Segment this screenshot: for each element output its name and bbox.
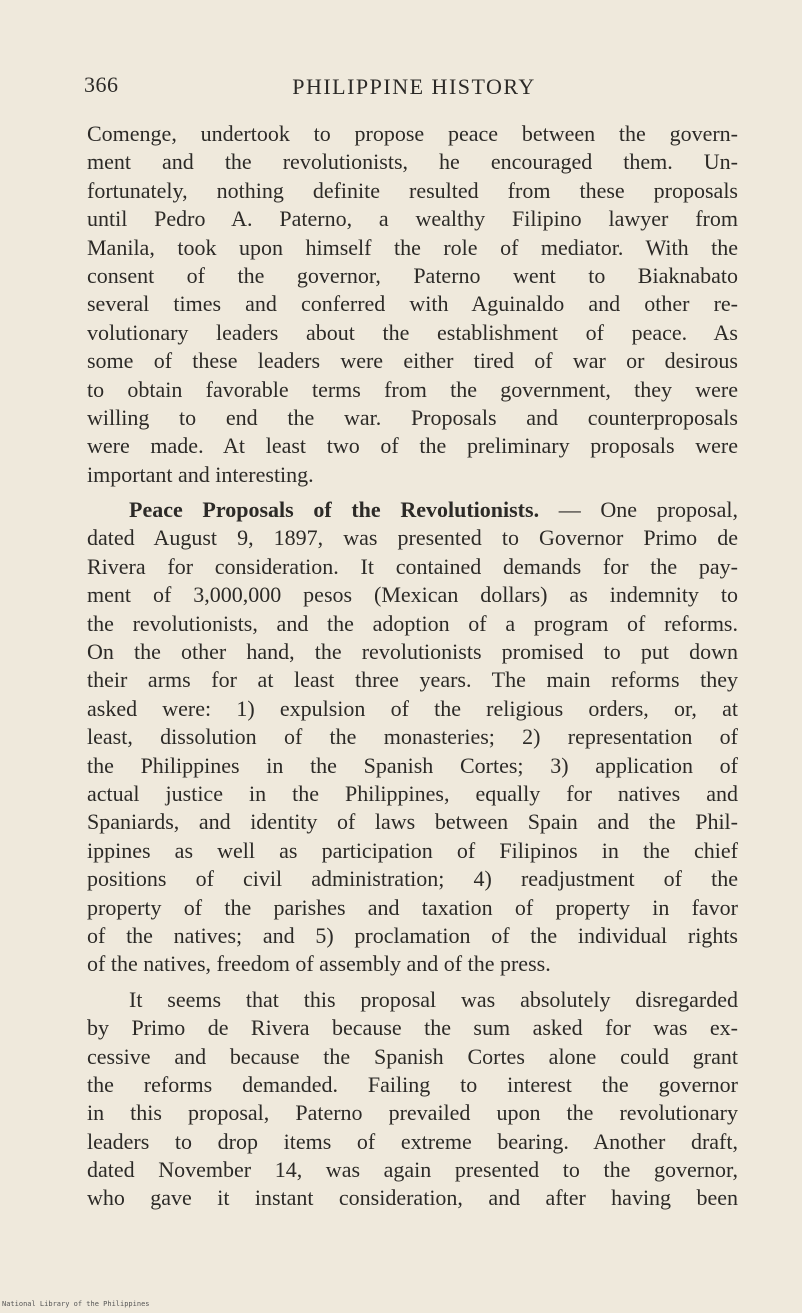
text-line: least, dissolution of the monasteries; 2) representation of	[87, 724, 738, 750]
text-line: Manila, took upon himself the role of mediator. With the	[87, 234, 738, 260]
text-line: willing to end the war. Proposals and counterproposals	[87, 404, 738, 430]
text-line: positions of civil administration; 4) readjustment of the	[87, 866, 738, 892]
running-head: PHILIPPINE HISTORY	[292, 74, 536, 99]
text-line: Rivera for consideration. It contained demands for the pay-	[87, 553, 738, 579]
text-line: were made. At least two of the preliminary proposals were	[87, 433, 738, 459]
text-line: to obtain favorable terms from the government, they were	[87, 376, 738, 402]
paragraph-peace-proposals	[87, 496, 738, 979]
text-line: by Primo de Rivera because the sum asked for was ex-	[87, 1015, 738, 1041]
text-line: dated August 9, 1897, was presented to Governor Primo de	[87, 525, 738, 551]
text-line: asked were: 1) expulsion of the religious orders, or, at	[87, 695, 738, 721]
text-line: consent of the governor, Paterno went to Biaknabato	[87, 262, 738, 288]
text-line: the Philippines in the Spanish Cortes; 3) application of	[87, 752, 738, 778]
text-line: some of these leaders were either tired of war or desirous	[87, 348, 738, 374]
page-header	[84, 72, 744, 112]
text-line: ippines as well as participation of Filipinos in the chief	[87, 837, 738, 863]
text-line: of the natives, freedom of assembly and of the press.	[87, 951, 551, 977]
text-line: ment and the revolutionists, he encouraged them. Un-	[87, 149, 738, 175]
section-heading: Peace Proposals of the Revolutionists.	[129, 497, 540, 523]
text-line: of the natives; and 5) proclamation of the individual rights	[87, 922, 738, 948]
text-line: the revolutionists, and the adoption of a program of reforms.	[87, 610, 738, 636]
heading-line	[87, 496, 738, 524]
text-line: their arms for at least three years. The main reforms they	[87, 667, 738, 693]
text-line: fortunately, nothing definite resulted from these proposals	[87, 177, 738, 203]
text-line: dated November 14, was again presented to the governor,	[87, 1157, 738, 1183]
text-line: ment of 3,000,000 pesos (Mexican dollars) as indemnity to	[87, 582, 738, 608]
text-line: several times and conferred with Aguinaldo and other re-	[87, 291, 738, 317]
text-fragment: — One proposal,	[539, 497, 738, 523]
paragraph-disregarded	[87, 986, 738, 1213]
text-line: actual justice in the Philippines, equally for natives and	[87, 780, 738, 806]
text-line: until Pedro A. Paterno, a wealthy Filipino lawyer from	[87, 206, 738, 232]
text-line: property of the parishes and taxation of property in favor	[87, 894, 738, 920]
text-line: On the other hand, the revolutionists promised to put down	[87, 639, 738, 665]
text-line: the reforms demanded. Failing to interest the governor	[87, 1071, 738, 1097]
paragraph-continuation	[87, 120, 738, 489]
body-text	[87, 120, 738, 1213]
text-line: Comenge, undertook to propose peace between the govern-	[87, 121, 738, 146]
library-credit: National Library of the Philippines	[2, 1300, 150, 1308]
page-number: 366	[84, 72, 119, 97]
text-line: in this proposal, Paterno prevailed upon the revolutionary	[87, 1100, 738, 1126]
text-line: cessive and because the Spanish Cortes alone could grant	[87, 1043, 738, 1069]
text-line: leaders to drop items of extreme bearing. Another draft,	[87, 1128, 738, 1154]
text-line: who gave it instant consideration, and after having been	[87, 1185, 738, 1211]
text-line: important and interesting.	[87, 461, 314, 487]
text-line: It seems that this proposal was absolutely disregarded	[129, 986, 738, 1012]
text-line: volutionary leaders about the establishment of peace. As	[87, 319, 738, 345]
text-line: Spaniards, and identity of laws between Spain and the Phil-	[87, 809, 738, 835]
